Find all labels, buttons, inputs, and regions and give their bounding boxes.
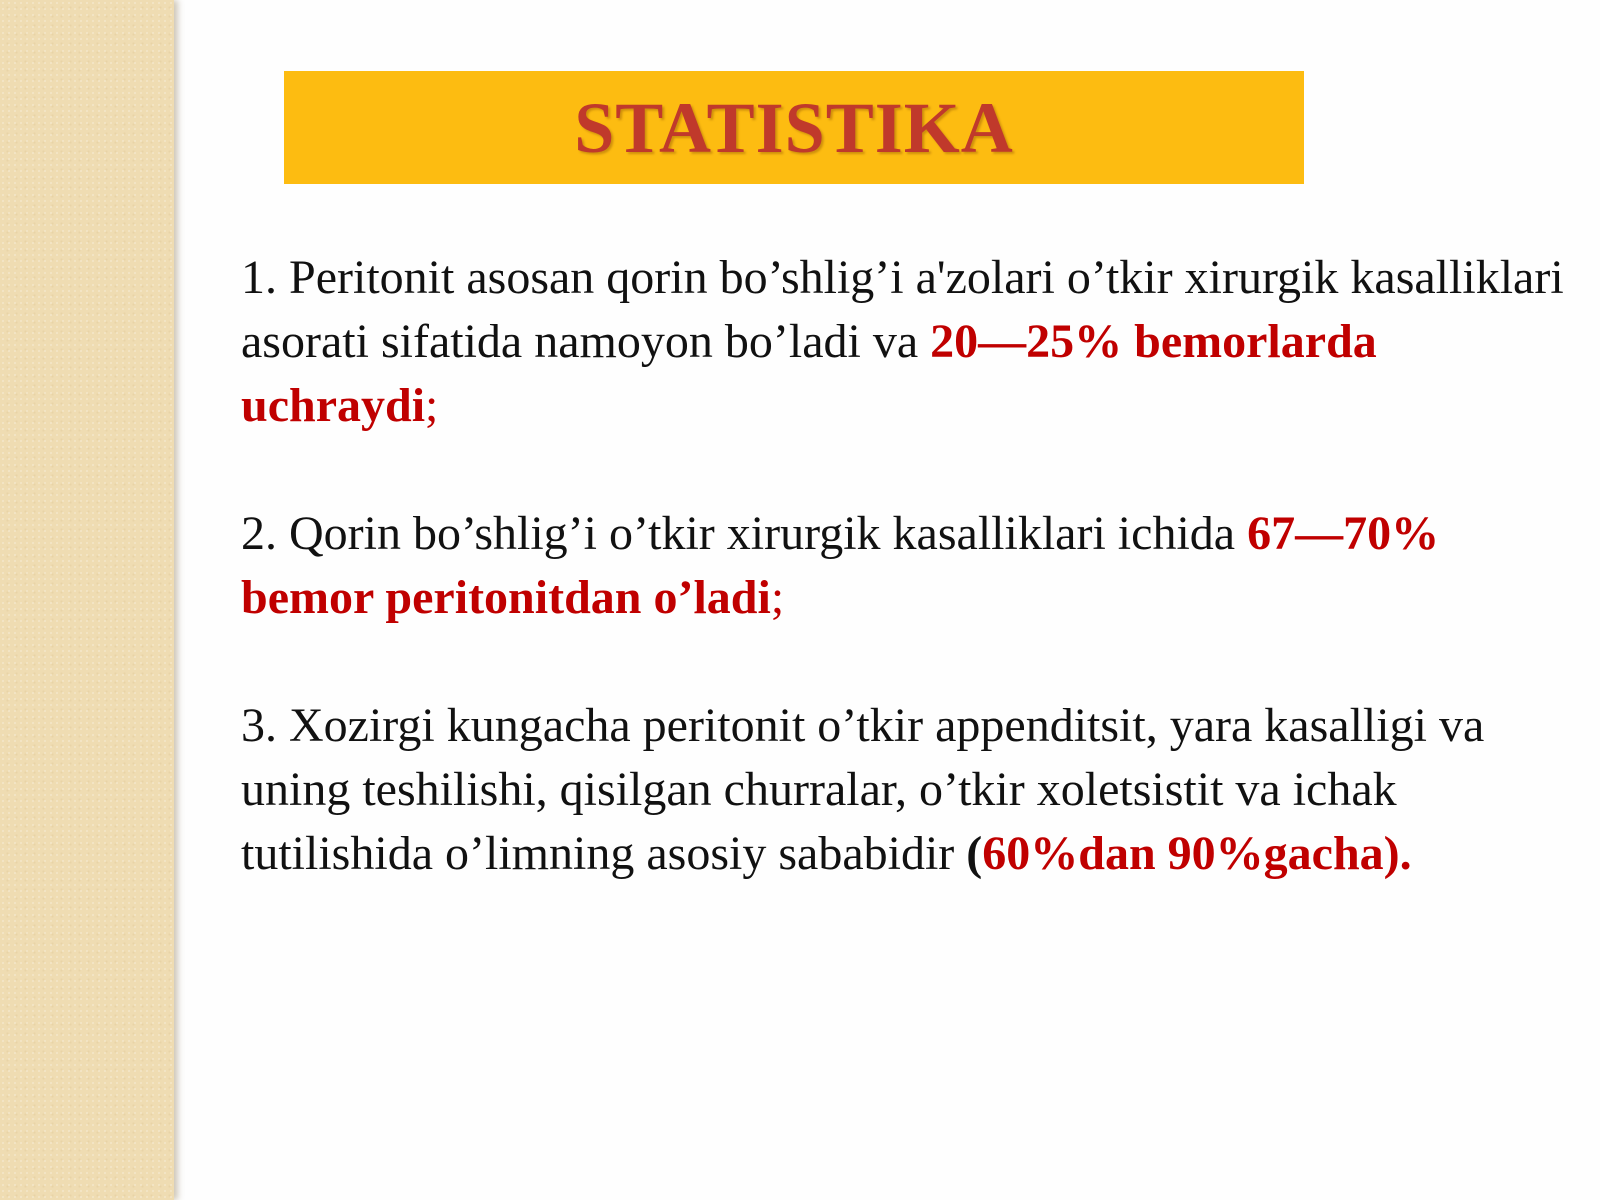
decorative-side-band: [0, 0, 174, 1200]
slide-body: [241, 246, 1581, 886]
statistic-item-3-highlight: 60%dan 90%gacha).: [982, 827, 1412, 880]
statistic-item-2-highlight: 67—70% bemor peritonitdan o’ladi: [241, 507, 1440, 624]
statistic-item-2-punct: ;: [770, 571, 785, 624]
slide-title: STATISTIKA: [574, 87, 1014, 168]
statistic-item-1-text: 1. Peritonit asosan qorin bo’shlig’i a'zolari o’tkir xirurgik kasalliklari asorati sifatida namoyon bo’ladi va: [241, 251, 1564, 368]
statistic-item-2: [241, 502, 1581, 630]
statistic-item-3: [241, 694, 1581, 886]
statistic-item-1-punct: ;: [425, 379, 439, 432]
statistic-item-1: [241, 246, 1581, 438]
statistic-item-3-open-paren: (: [966, 827, 983, 880]
title-banner: [284, 71, 1304, 184]
statistic-item-2-text: 2. Qorin bo’shlig’i o’tkir xirurgik kasalliklari ichida: [241, 507, 1248, 560]
statistic-item-1-highlight: 20—25% bemorlarda uchraydi: [241, 315, 1377, 432]
statistic-item-3-text: 3. Xozirgi kungacha peritonit o’tkir appenditsit, yara kasalligi va uning teshilishi, qisilgan churralar, o’tkir xoletsistit va ichak tutilishida o’limning asosiy sababidir: [241, 699, 1485, 880]
